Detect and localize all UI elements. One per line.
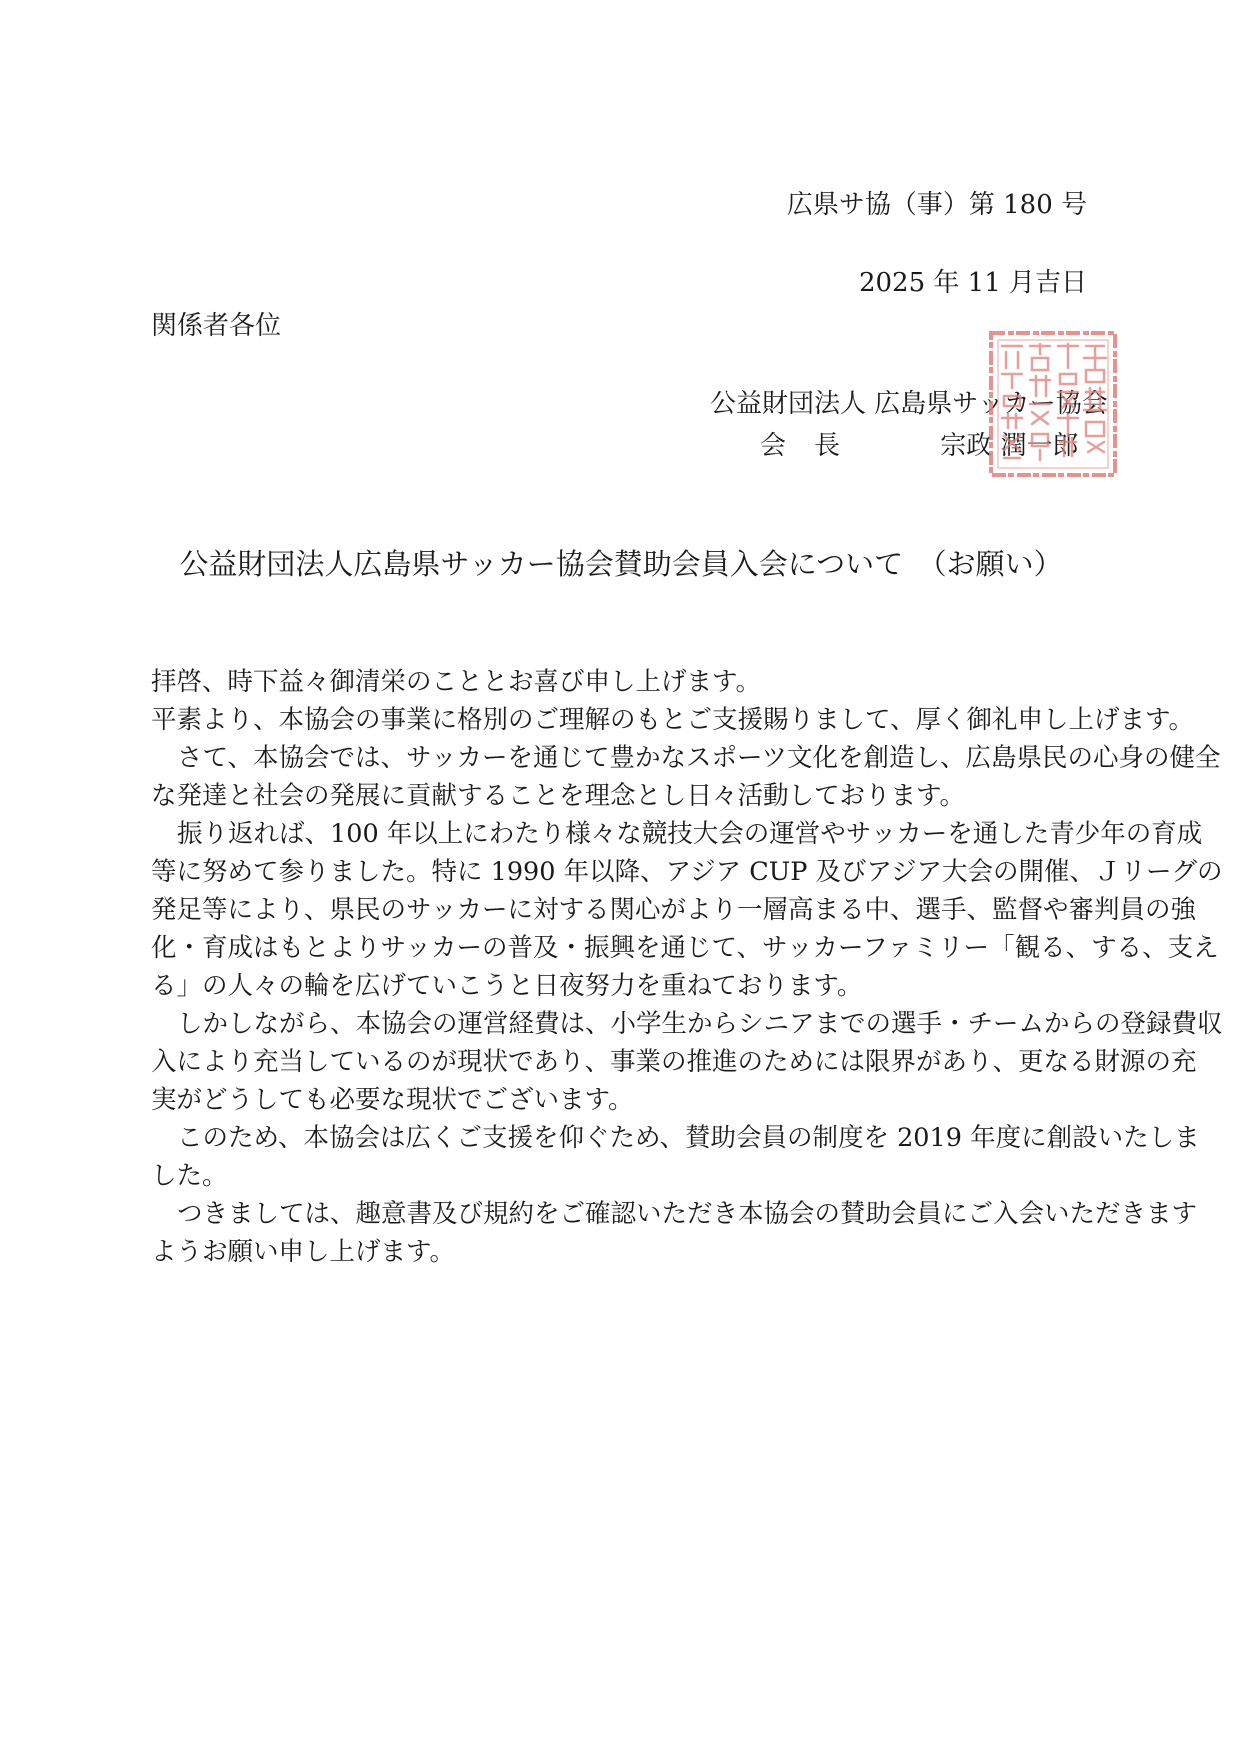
body-line: る」の人々の輪を広げていこうと日夜努力を重ねております。 <box>151 971 863 1001</box>
body-line: 化・育成はもとよりサッカーの普及・振興を通じて、サッカーファミリー「観る、する、支え <box>151 933 1219 963</box>
body-line: した。 <box>151 1161 228 1191</box>
body-line: 入により充当しているのが現状であり、事業の推進のためには限界があり、更なる財源の充 <box>151 1047 1197 1077</box>
body-line: 拝啓、時下益々御清栄のこととお喜び申し上げます。 <box>151 667 761 697</box>
body-line: つきましては、趣意書及び規約をご確認いただき本協会の賛助会員にご入会いただきます <box>177 1199 1198 1229</box>
body-line: な発達と社会の発展に貢献することを理念とし日々活動しております。 <box>151 781 965 811</box>
body-line: 実がどうしても必要な現状でございます。 <box>151 1085 634 1115</box>
sender-role: 会長 <box>760 431 869 461</box>
body-line: しかしながら、本協会の運営経費は、小学生からシニアまでの選手・チームからの登録費収 <box>177 1009 1223 1039</box>
document-number: 広県サ協（事）第 180 号 <box>786 190 1087 220</box>
official-seal-stamp <box>988 330 1118 478</box>
body-line: 平素より、本協会の事業に格別のご理解のもとご支援賜りまして、厚く御礼申し上げます。 <box>151 705 1194 735</box>
sender-name: 宗政 潤一郎 <box>940 431 1079 461</box>
document-date: 2025 年 11 月吉日 <box>858 268 1087 298</box>
body-line: 振り返れば、100 年以上にわたり様々な競技大会の運営やサッカーを通した青少年の育成 <box>177 819 1203 849</box>
body-line: ようお願い申し上げます。 <box>151 1237 455 1267</box>
addressee: 関係者各位 <box>151 311 282 341</box>
body-line: このため、本協会は広くご支援を仰ぐため、賛助会員の制度を 2019 年度に創設いたしま <box>177 1123 1200 1153</box>
letter-body <box>151 663 1223 1271</box>
body-line: 発足等により、県民のサッカーに対する関心がより一層高まる中、選手、監督や審判員の強 <box>151 895 1196 925</box>
body-line: さて、本協会では、サッカーを通じて豊かなスポーツ文化を創造し、広島県民の心身の健全 <box>177 743 1221 773</box>
sender-organization: 公益財団法人 広島県サッカー協会 <box>710 389 1108 419</box>
letter-subject: 公益財団法人広島県サッカー協会賛助会員入会について （お願い） <box>179 547 1063 581</box>
body-line: 等に努めて参りました。特に 1990 年以降、アジア CUP 及びアジア大会の開催、Ｊリーグの <box>151 857 1223 887</box>
